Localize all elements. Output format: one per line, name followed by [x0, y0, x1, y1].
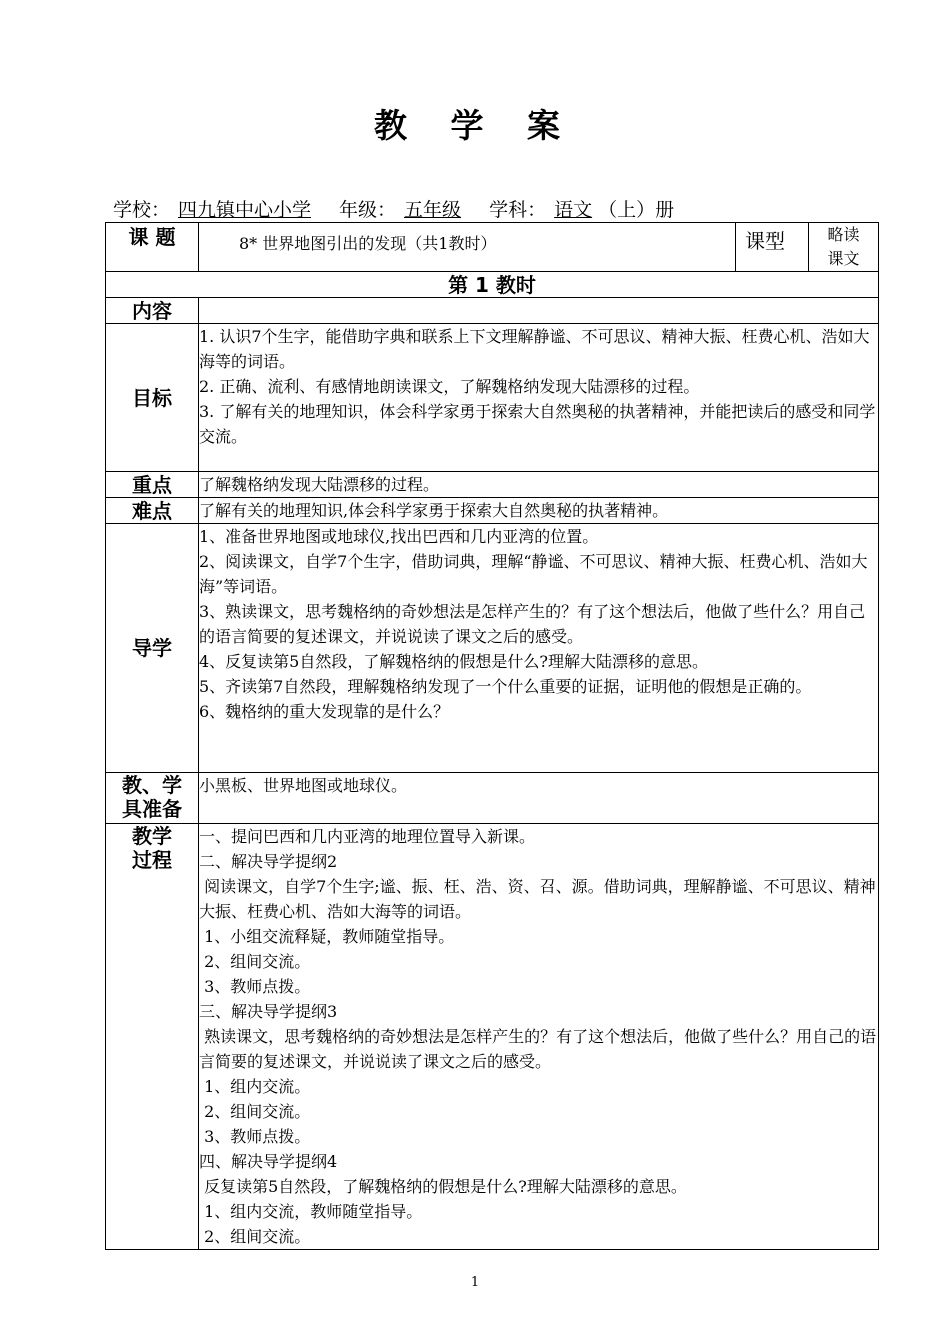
grade-label: 年级： — [339, 199, 397, 221]
guide-item: 5、齐读第7自然段，理解魏格纳发现了一个什么重要的证据，证明他的假想是正确的。 — [199, 677, 812, 696]
content-value — [199, 298, 879, 324]
subject-label: 学科： — [489, 199, 547, 221]
volume-text: （上）册 — [598, 199, 675, 221]
focus-value: 了解魏格纳发现大陆漂移的过程。 — [199, 472, 879, 498]
guide-item: 3、熟读课文，思考魏格纳的奇妙想法是怎样产生的？有了这个想法后，他做了些什么？用自己的语言简要的复述课文，并说说读了课文之后的感受。 — [199, 602, 866, 646]
school-value: 四九镇中心小学 — [178, 199, 312, 221]
guide-item: 6、魏格纳的重大发现靠的是什么？ — [199, 702, 450, 721]
content-label: 内容 — [106, 298, 199, 324]
process-item: 3、教师点拨。 — [199, 977, 311, 996]
period-heading: 第 1 教时 — [106, 272, 879, 298]
lesson-plan-table — [105, 222, 879, 1250]
type-label: 课型 — [736, 223, 809, 272]
process-item: 1、组内交流。 — [199, 1077, 311, 1096]
process-item: 1、小组交流释疑，教师随堂指导。 — [199, 927, 455, 946]
guide-list — [199, 524, 879, 773]
grade-value: 五年级 — [404, 199, 462, 221]
goals-label: 目标 — [106, 324, 199, 472]
goal-item: 2. 正确、流利、有感情地朗读课文，了解魏格纳发现大陆漂移的过程。 — [199, 377, 700, 396]
process-item: 二、解决导学提纲2 — [199, 852, 338, 871]
process-item: 2、组间交流。 — [199, 952, 311, 971]
process-list — [199, 824, 879, 1250]
goal-item: 3. 了解有关的地理知识，体会科学家勇于探索大自然奥秘的执著精神，并能把读后的感受和同学交流。 — [199, 402, 876, 446]
process-item: 3、教师点拨。 — [199, 1127, 311, 1146]
guide-item: 4、反复读第5自然段，了解魏格纳的假想是什么?理解大陆漂移的意思。 — [199, 652, 708, 671]
goal-item: 1. 认识7个生字，能借助字典和联系上下文理解静谧、不可思议、精神大振、枉费心机、浩如大海等的词语。 — [199, 327, 870, 371]
school-label: 学校： — [113, 199, 171, 221]
tools-value: 小黑板、世界地图或地球仪。 — [199, 773, 879, 824]
type-value: 略读课文 — [809, 223, 879, 272]
guide-item: 2、阅读课文，自学7个生字，借助词典，理解“静谧、不可思议、精神大振、枉费心机、浩如大海”等词语。 — [199, 552, 868, 596]
process-item: 1、组内交流，教师随堂指导。 — [199, 1202, 423, 1221]
process-item: 四、解决导学提纲4 — [199, 1152, 338, 1171]
process-item: 反复读第5自然段，了解魏格纳的假想是什么?理解大陆漂移的意思。 — [199, 1177, 687, 1196]
guide-label: 导学 — [106, 524, 199, 773]
topic-value: 8* 世界地图引出的发现（共1教时） — [199, 223, 736, 272]
process-item: 三、解决导学提纲3 — [199, 1002, 338, 1021]
difficulty-label: 难点 — [106, 498, 199, 524]
process-label: 教学过程 — [106, 824, 199, 1250]
process-item: 熟读课文，思考魏格纳的奇妙想法是怎样产生的？有了这个想法后，他做了些什么？用自己的语言简要的复述课文，并说说读了课文之后的感受。 — [199, 1027, 877, 1071]
process-item: 阅读课文，自学7个生字;谧、振、枉、浩、资、召、源。借助词典，理解静谧、不可思议、精神大振、枉费心机、浩如大海等的词语。 — [199, 877, 876, 921]
topic-label: 课 题 — [106, 223, 199, 272]
page-number: 1 — [470, 1275, 480, 1290]
guide-item: 1、准备世界地图或地球仪,找出巴西和几内亚湾的位置。 — [199, 527, 599, 546]
document-title: 教 学 案 — [374, 106, 576, 145]
focus-label: 重点 — [106, 472, 199, 498]
tools-label: 教、学具准备 — [106, 773, 199, 824]
difficulty-value: 了解有关的地理知识,体会科学家勇于探索大自然奥秘的执著精神。 — [199, 498, 879, 524]
subject-value: 语文 — [554, 199, 593, 221]
process-item: 2、组间交流。 — [199, 1102, 311, 1121]
goals-list — [199, 324, 879, 472]
process-item: 一、提问巴西和几内亚湾的地理位置导入新课。 — [199, 827, 536, 846]
header-info — [113, 195, 674, 222]
process-item: 2、组间交流。 — [199, 1227, 311, 1246]
